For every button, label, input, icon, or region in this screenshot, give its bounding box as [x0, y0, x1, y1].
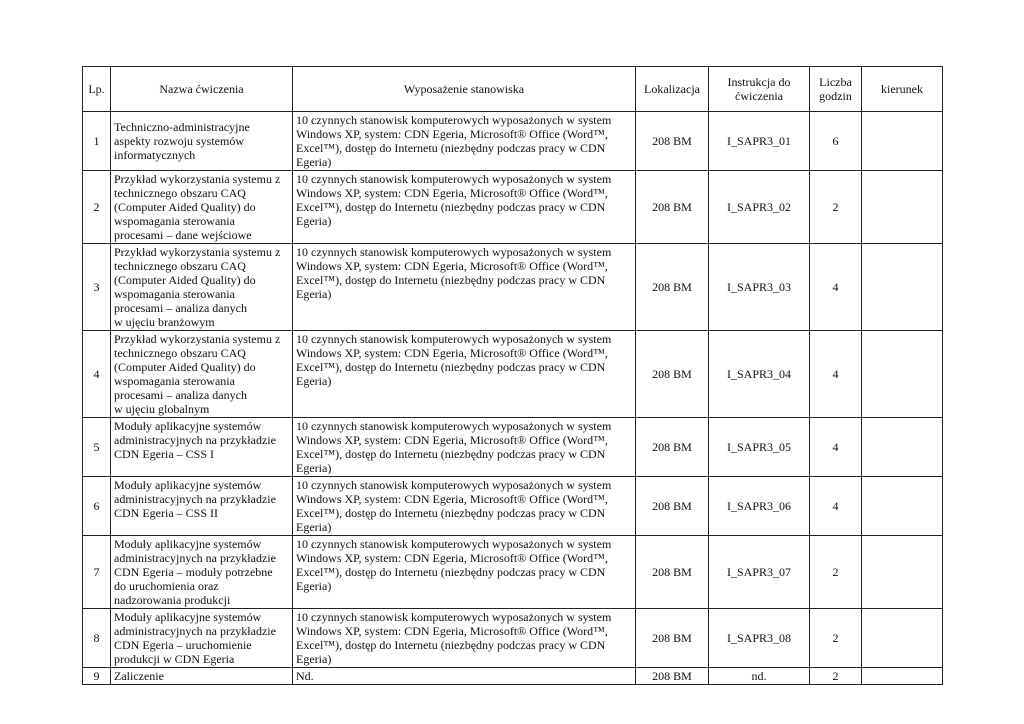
cell-lp: 7 — [83, 536, 111, 609]
cell-exercise-name: Moduły aplikacyjne systemów administracyjnych na przykładzie CDN Egeria – moduły potrzebne do uruchomienia oraz nadzorowania produkcji — [111, 536, 293, 609]
header-exercise-name: Nazwa ćwiczenia — [111, 67, 293, 112]
cell-location: 208 BM — [636, 171, 709, 244]
cell-exercise-name: Przykład wykorzystania systemu z technicznego obszaru CAQ (Computer Aided Quality) do wspomagania sterowania procesami – analiza danych w ujęciu branżowym — [111, 244, 293, 331]
cell-hours: 4 — [810, 331, 862, 418]
cell-exercise-name: Techniczno-administracyjne aspekty rozwoju systemów informatycznych — [111, 112, 293, 171]
table-row — [83, 609, 943, 668]
header-location: Lokalizacja — [636, 67, 709, 112]
cell-lp: 5 — [83, 418, 111, 477]
cell-direction — [862, 418, 943, 477]
cell-hours: 2 — [810, 609, 862, 668]
cell-location: 208 BM — [636, 331, 709, 418]
table-row — [83, 418, 943, 477]
cell-equipment: Nd. — [293, 668, 636, 685]
cell-instruction: I_SAPR3_04 — [709, 331, 810, 418]
cell-equipment: 10 czynnych stanowisk komputerowych wyposażonych w system Windows XP, system: CDN Egeria, Microsoft® Office (Word™, Excel™), dostęp do Internetu (niezbędny podczas pracy w CDN Egeria) — [293, 171, 636, 244]
cell-instruction: I_SAPR3_07 — [709, 536, 810, 609]
cell-location: 208 BM — [636, 244, 709, 331]
cell-location: 208 BM — [636, 112, 709, 171]
cell-lp: 8 — [83, 609, 111, 668]
cell-exercise-name: Przykład wykorzystania systemu z technicznego obszaru CAQ (Computer Aided Quality) do wspomagania sterowania procesami – analiza danych w ujęciu globalnym — [111, 331, 293, 418]
cell-location: 208 BM — [636, 668, 709, 685]
table-row — [83, 331, 943, 418]
cell-exercise-name: Moduły aplikacyjne systemów administracyjnych na przykładzie CDN Egeria – uruchomienie produkcji w CDN Egeria — [111, 609, 293, 668]
cell-lp: 4 — [83, 331, 111, 418]
header-lp: Lp. — [83, 67, 111, 112]
cell-exercise-name: Moduły aplikacyjne systemów administracyjnych na przykładzie CDN Egeria – CSS II — [111, 477, 293, 536]
cell-hours: 2 — [810, 668, 862, 685]
cell-equipment: 10 czynnych stanowisk komputerowych wyposażonych w system Windows XP, system: CDN Egeria, Microsoft® Office (Word™, Excel™), dostęp do Internetu (niezbędny podczas pracy w CDN Egeria) — [293, 244, 636, 331]
cell-equipment: 10 czynnych stanowisk komputerowych wyposażonych w system Windows XP, system: CDN Egeria, Microsoft® Office (Word™, Excel™), dostęp do Internetu (niezbędny podczas pracy w CDN Egeria) — [293, 609, 636, 668]
cell-instruction: I_SAPR3_06 — [709, 477, 810, 536]
table-row — [83, 477, 943, 536]
cell-equipment: 10 czynnych stanowisk komputerowych wyposażonych w system Windows XP, system: CDN Egeria, Microsoft® Office (Word™, Excel™), dostęp do Internetu (niezbędny podczas pracy w CDN Egeria) — [293, 477, 636, 536]
cell-direction — [862, 331, 943, 418]
cell-direction — [862, 244, 943, 331]
header-instruction: Instrukcja do ćwiczenia — [709, 67, 810, 112]
cell-equipment: 10 czynnych stanowisk komputerowych wyposażonych w system Windows XP, system: CDN Egeria, Microsoft® Office (Word™, Excel™), dostęp do Internetu (niezbędny podczas pracy w CDN Egeria) — [293, 331, 636, 418]
table-row — [83, 112, 943, 171]
cell-direction — [862, 477, 943, 536]
exercise-schedule-table — [82, 66, 943, 685]
cell-instruction: I_SAPR3_03 — [709, 244, 810, 331]
cell-hours: 4 — [810, 477, 862, 536]
cell-hours: 2 — [810, 536, 862, 609]
cell-direction — [862, 112, 943, 171]
cell-location: 208 BM — [636, 418, 709, 477]
cell-direction — [862, 668, 943, 685]
cell-lp: 6 — [83, 477, 111, 536]
cell-equipment: 10 czynnych stanowisk komputerowych wyposażonych w system Windows XP, system: CDN Egeria, Microsoft® Office (Word™, Excel™), dostęp do Internetu (niezbędny podczas pracy w CDN Egeria) — [293, 112, 636, 171]
cell-direction — [862, 171, 943, 244]
cell-instruction: nd. — [709, 668, 810, 685]
cell-hours: 4 — [810, 418, 862, 477]
cell-exercise-name: Zaliczenie — [111, 668, 293, 685]
cell-equipment: 10 czynnych stanowisk komputerowych wyposażonych w system Windows XP, system: CDN Egeria, Microsoft® Office (Word™, Excel™), dostęp do Internetu (niezbędny podczas pracy w CDN Egeria) — [293, 536, 636, 609]
table-header-row — [83, 67, 943, 112]
cell-hours: 2 — [810, 171, 862, 244]
cell-instruction: I_SAPR3_08 — [709, 609, 810, 668]
table-row — [83, 536, 943, 609]
header-direction: kierunek — [862, 67, 943, 112]
cell-instruction: I_SAPR3_05 — [709, 418, 810, 477]
cell-equipment: 10 czynnych stanowisk komputerowych wyposażonych w system Windows XP, system: CDN Egeria, Microsoft® Office (Word™, Excel™), dostęp do Internetu (niezbędny podczas pracy w CDN Egeria) — [293, 418, 636, 477]
table-row — [83, 244, 943, 331]
cell-lp: 3 — [83, 244, 111, 331]
cell-hours: 4 — [810, 244, 862, 331]
cell-exercise-name: Moduły aplikacyjne systemów administracyjnych na przykładzie CDN Egeria – CSS I — [111, 418, 293, 477]
cell-direction — [862, 536, 943, 609]
header-hours: Liczba godzin — [810, 67, 862, 112]
cell-lp: 9 — [83, 668, 111, 685]
cell-lp: 1 — [83, 112, 111, 171]
cell-instruction: I_SAPR3_02 — [709, 171, 810, 244]
header-equipment: Wyposażenie stanowiska — [293, 67, 636, 112]
cell-exercise-name: Przykład wykorzystania systemu z technicznego obszaru CAQ (Computer Aided Quality) do wspomagania sterowania procesami – dane wejściowe — [111, 171, 293, 244]
cell-lp: 2 — [83, 171, 111, 244]
cell-location: 208 BM — [636, 536, 709, 609]
cell-hours: 6 — [810, 112, 862, 171]
table-row — [83, 171, 943, 244]
cell-instruction: I_SAPR3_01 — [709, 112, 810, 171]
cell-direction — [862, 609, 943, 668]
cell-location: 208 BM — [636, 609, 709, 668]
table-row — [83, 668, 943, 685]
cell-location: 208 BM — [636, 477, 709, 536]
